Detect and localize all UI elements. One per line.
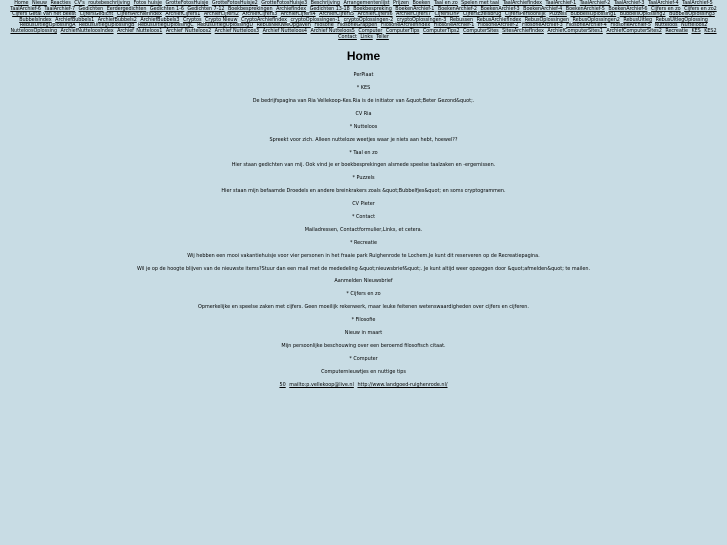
nav-link[interactable]: RebusUitlegOplossing bbox=[655, 16, 708, 23]
nav-link[interactable]: ComputerTips2 bbox=[422, 27, 460, 34]
footer-link[interactable]: mailto:p.vellekoop@live.nl bbox=[289, 381, 354, 388]
nav-link[interactable]: NutteloosOplossing bbox=[10, 27, 57, 34]
nav-link[interactable]: Gedichten 13-18 bbox=[309, 5, 350, 12]
nav-link[interactable]: ArchiefCijfers4 bbox=[280, 11, 316, 18]
nav-link[interactable]: Crypto Nieuw bbox=[205, 16, 238, 23]
nav-link[interactable]: FilosofieGrappen bbox=[337, 22, 378, 29]
nav-link[interactable]: BoekenArchief-3 bbox=[480, 5, 520, 12]
content-line: * Taal en zo bbox=[349, 149, 378, 156]
nav-link[interactable]: FilosofieArchief-3 bbox=[522, 22, 563, 29]
nav-link[interactable]: CijfersOnP bbox=[434, 11, 460, 18]
nav-link[interactable]: Gedichten 7-12 bbox=[187, 5, 225, 12]
nav-link[interactable]: TaalArchiefIndex bbox=[502, 0, 543, 6]
content-line: * Puzzels bbox=[352, 175, 375, 182]
nav-link[interactable]: Nutteloos2 bbox=[681, 22, 708, 29]
content-line: * Filosofie bbox=[351, 317, 376, 324]
nav-link[interactable]: ArchiefComputerSites1 bbox=[547, 27, 603, 34]
nav-link[interactable]: Cryptos bbox=[182, 16, 202, 23]
nav-link[interactable]: routebeschrijving bbox=[88, 0, 130, 6]
nav-link[interactable]: cryptoOplossingen-3 bbox=[396, 16, 447, 23]
nav-link[interactable]: RebusUitlegOplossingC bbox=[137, 22, 194, 29]
content-line: Wij hebben een mooi vakantiehuisje voor vier personen in het fraaie park Ruighenrode te Lochem.Je kunt dit reserveren op de Recreatiepagina. bbox=[187, 252, 540, 259]
nav-link[interactable]: Computer bbox=[358, 27, 383, 34]
nav-link[interactable]: FilosofieArchief-4 bbox=[566, 22, 607, 29]
nav-link[interactable]: Cijfers en zo bbox=[651, 5, 681, 12]
nav-link[interactable]: ArchiefCijfers6 bbox=[357, 11, 393, 18]
nav-link[interactable]: Eerdergedichten bbox=[106, 5, 147, 12]
content-line: Wil je op de hoogte blijven van de nieuwste items?Stuur dan een mail met de mededeling &quot;nieuwsbrief&quot;. Je kunt altijd weer opzeggen door &quot;afmelden&quot; te mailen. bbox=[136, 265, 591, 272]
content-line: Hier staan mijn befaamde Droedels en andere breinkrakers zoals &quot;Bubbelfjes&quot; en soms cryptogrammen. bbox=[221, 188, 506, 195]
content-line: Nieuw in maart bbox=[344, 329, 383, 336]
nav-link[interactable]: BubbelsOplossing2 bbox=[619, 11, 666, 18]
content-line: Mijn persoonlijke beschouwing over een beroemd filosofisch citaat. bbox=[281, 342, 446, 349]
nav-link[interactable]: Reacties bbox=[50, 0, 71, 6]
nav-link[interactable]: TaalArchief-5 bbox=[682, 0, 713, 6]
top-navigation bbox=[0, 0, 727, 40]
nav-link[interactable]: Boekbesprekingen bbox=[227, 5, 273, 12]
nav-link[interactable]: BubbelsOplossing1 bbox=[570, 11, 617, 18]
nav-link[interactable]: Home bbox=[14, 0, 29, 6]
nav-link[interactable]: TaalArchief-2 bbox=[579, 0, 611, 6]
nav-link[interactable]: Cijfers en zo2 bbox=[684, 5, 717, 12]
nav-link[interactable]: Boeken bbox=[412, 0, 431, 6]
nav-link[interactable]: Recreatie bbox=[665, 27, 688, 34]
content-line: Mailadressen, Contactformulier,Links, et cetera. bbox=[304, 226, 423, 233]
nav-link[interactable]: KES bbox=[691, 27, 701, 34]
nav-link[interactable]: Gedichten bbox=[78, 5, 104, 12]
nav-link[interactable]: ComputerTips bbox=[385, 27, 420, 34]
nav-link[interactable]: RebusUitlegOplossingA bbox=[19, 22, 76, 29]
nav-link[interactable]: Rebussen bbox=[449, 16, 474, 23]
nav-link[interactable]: BoekenArchief-4 bbox=[523, 5, 563, 12]
nav-link[interactable]: TaalArchief-6 bbox=[10, 5, 41, 12]
nav-link[interactable]: cryptoOplossingen-1 bbox=[290, 16, 341, 23]
content-line: Computernieuwtjes en nuttige tips bbox=[321, 368, 406, 375]
nav-link[interactable]: RebusUitlegOplossingD bbox=[197, 22, 254, 29]
nav-link[interactable]: RebusArchiefIndex bbox=[476, 16, 522, 23]
nav-link[interactable]: GrotteFotosHuisje bbox=[165, 0, 209, 6]
nav-link[interactable]: Archief_Nutteloos2 bbox=[165, 27, 212, 34]
nav-link[interactable]: RebusOplossingen2 bbox=[572, 16, 620, 23]
content-line: PerPiaat bbox=[353, 72, 374, 79]
nav-link[interactable]: cryptoOplossingen-2 bbox=[343, 16, 394, 23]
footer-link[interactable]: 50 bbox=[279, 381, 286, 388]
nav-link[interactable]: TaalArchief-3 bbox=[613, 0, 645, 6]
content-line: De bedrijfspagina van Ria Vellekoop-Kes.Ria is de initiator van &quot;Beter Gezond&quot;. bbox=[252, 97, 475, 104]
nav-link[interactable]: BoekenArchief-2 bbox=[437, 5, 477, 12]
content-line: * Nutteloos bbox=[349, 123, 378, 130]
nav-link[interactable]: Filosofie bbox=[314, 22, 334, 29]
nav-link[interactable]: Cijfers Getal van het beest bbox=[12, 11, 77, 18]
nav-link[interactable]: ArchiefComputerSites2 bbox=[606, 27, 662, 34]
nav-link[interactable]: RebusNieuweOpgaven bbox=[256, 22, 311, 29]
nav-link[interactable]: TaalArchief-7 bbox=[44, 5, 76, 12]
nav-link[interactable]: Nutteloos bbox=[654, 22, 678, 29]
content-line: * Cijfers en zo bbox=[346, 291, 381, 298]
nav-link[interactable]: CijfersGedicht bbox=[79, 11, 114, 18]
content-line: Opmerkelijke en speelse zaken met cijfers. Geen moeilijk rekenwerk, maar leuke feitenen wetenswaardigheden over cijfers en cijferen. bbox=[198, 304, 529, 311]
nav-link[interactable]: RebusUitleg bbox=[623, 16, 653, 23]
nav-link[interactable]: ComputerSites bbox=[463, 27, 499, 34]
nav-link[interactable]: CryptoArchiefIndex bbox=[240, 16, 287, 23]
nav-link[interactable]: Nieuw bbox=[32, 0, 47, 6]
nav-link[interactable]: CV's bbox=[74, 0, 85, 6]
nav-link[interactable]: Contact bbox=[338, 33, 357, 40]
nav-link[interactable]: FilosofieArchiefIndex bbox=[380, 22, 431, 29]
nav-link[interactable]: Taal en zo bbox=[433, 0, 458, 6]
nav-link[interactable]: Prijzen bbox=[393, 0, 409, 6]
nav-link[interactable]: CijfersArchiefIndex bbox=[116, 11, 162, 18]
nav-link[interactable]: GrotteFotosHuisje3 bbox=[261, 0, 308, 6]
nav-link[interactable]: Arrangementenlijst bbox=[343, 0, 390, 6]
content-line: CV Pieter bbox=[352, 201, 375, 208]
nav-link[interactable]: KES2 bbox=[704, 27, 717, 34]
nav-link[interactable]: Boekbespreking bbox=[353, 5, 392, 12]
nav-link[interactable]: ArchiefNutteloosIndex bbox=[60, 27, 114, 34]
nav-link[interactable]: BoekenArchief-1 bbox=[395, 5, 435, 12]
nav-link[interactable]: RebusOplossingen bbox=[524, 16, 570, 23]
nav-link[interactable]: RebusUitlegOplossingB bbox=[78, 22, 135, 29]
content-line: Aanmelden Nieuwsbrief bbox=[334, 278, 393, 285]
nav-link[interactable]: ArchiefCijfers2 bbox=[203, 11, 239, 18]
page-title: Home bbox=[346, 49, 381, 64]
nav-link[interactable]: Archief Nutteloos3 bbox=[214, 27, 260, 34]
nav-link[interactable]: ArchiefCijfers3 bbox=[242, 11, 278, 18]
nav-link[interactable]: Archief Nutteloos5 bbox=[310, 27, 355, 34]
nav-link[interactable]: BoekenArchief-5 bbox=[565, 5, 605, 12]
nav-link[interactable]: TaalArchief-4 bbox=[647, 0, 679, 6]
nav-link[interactable]: Archief_Nutteloos1 bbox=[117, 27, 163, 34]
nav-link[interactable]: ArchiefCijfers1 bbox=[165, 11, 201, 18]
nav-link[interactable]: FilosofieArchief-2 bbox=[477, 22, 519, 29]
nav-link[interactable]: CijfersEzelsbrug bbox=[462, 11, 502, 18]
nav-link[interactable]: Beschrijving bbox=[310, 0, 340, 6]
nav-link[interactable]: Teller bbox=[376, 33, 389, 40]
content-line: Spreekt voor zich. Alleen nutteloze weetjes waar je niets aan hebt, hoewel?? bbox=[269, 136, 458, 143]
nav-link[interactable]: Archief Nutteloos4 bbox=[262, 27, 307, 34]
content-line: * Recreatie bbox=[349, 239, 378, 246]
nav-link[interactable]: GrotteFotosHuisje2 bbox=[211, 0, 258, 6]
footer-links bbox=[0, 379, 727, 392]
content-line: * Computer bbox=[349, 355, 378, 362]
footer-link[interactable]: http://www.landgoed-ruighenrode.nl/ bbox=[357, 381, 448, 388]
nav-link[interactable]: BubbelsOplossing3 bbox=[669, 11, 715, 18]
nav-link[interactable]: ArchiefCijfers7 bbox=[396, 11, 431, 18]
nav-link[interactable]: ArchiefIndex bbox=[276, 5, 307, 12]
nav-link[interactable]: BubbelsIndex bbox=[19, 16, 52, 23]
main-content bbox=[0, 69, 727, 391]
nav-link[interactable]: Spelen met taal bbox=[461, 0, 500, 6]
nav-link[interactable]: BoekenArchief-6 bbox=[608, 5, 648, 12]
content-line: * Contact bbox=[351, 213, 376, 220]
nav-link[interactable]: Puzzels bbox=[549, 11, 567, 18]
content-line: * KES bbox=[356, 85, 371, 92]
nav-link[interactable]: TaalArchief-1 bbox=[545, 0, 577, 6]
content-line: Hier staan gedichten van mij. Ook vind je er boekbesprekingen alsmede speelse taalzaken en -ergernissen. bbox=[231, 162, 496, 169]
nav-link[interactable]: Gedichten 1-6 bbox=[149, 5, 184, 12]
nav-link[interactable]: Fotos huisje bbox=[133, 0, 162, 6]
nav-link[interactable]: FilosofieArchief-5 bbox=[610, 22, 651, 29]
nav-link[interactable]: FilosofieArchief-1 bbox=[433, 22, 475, 29]
nav-link[interactable]: CijfersPersoonlijk bbox=[504, 11, 546, 18]
nav-link[interactable]: SitesArchiefIndex bbox=[502, 27, 544, 34]
nav-link[interactable]: ArchiefBubbels3 bbox=[140, 16, 180, 23]
nav-link[interactable]: ArchiefBubbels1 bbox=[55, 16, 95, 23]
nav-link[interactable]: ArchiefBubbels2 bbox=[97, 16, 137, 23]
content-line: CV Ria bbox=[355, 110, 372, 117]
nav-link[interactable]: Links bbox=[360, 33, 373, 40]
nav-link[interactable]: ArchiefCijfers5 bbox=[319, 11, 355, 18]
